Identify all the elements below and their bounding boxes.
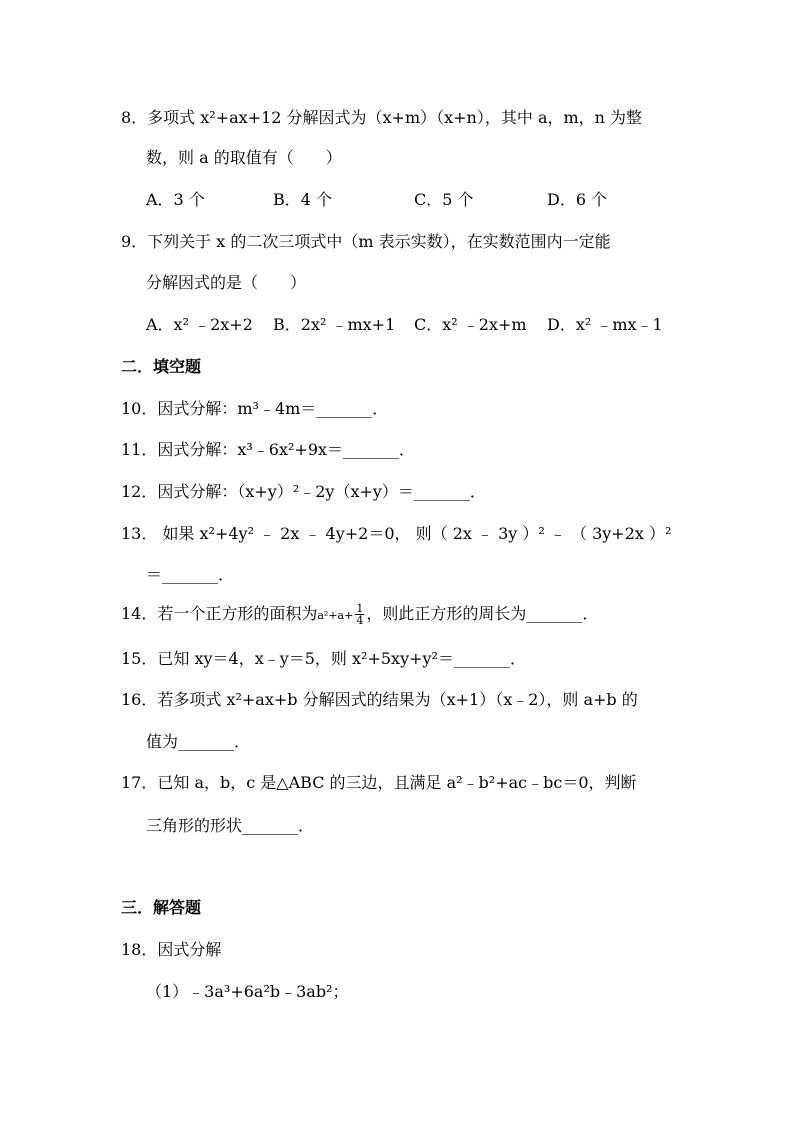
q16-line2: 值为_______． xyxy=(146,732,251,751)
q14-fraction-denominator: 4 xyxy=(356,614,364,627)
q8-line2: 数，则 a 的取值有（ ） xyxy=(146,148,342,167)
q14-fraction-numerator: 1 xyxy=(356,602,364,615)
q8-option-c[interactable]: C．5 个 xyxy=(414,190,474,209)
q14 xyxy=(121,603,598,627)
q14-before: 14．若一个正方形的面积为 xyxy=(121,604,318,623)
q8-option-a[interactable]: A．3 个 xyxy=(146,190,205,209)
q8-line1: 8．多项式 x²+ax+12 分解因式为（x+m）（x+n），其中 a，m，n 为整 xyxy=(121,108,643,127)
q8-option-d[interactable]: D．6 个 xyxy=(547,190,608,209)
q9-option-a[interactable]: A．x² ﹣2x+2 xyxy=(146,315,253,334)
section-heading-fill-in: 二．填空题 xyxy=(121,357,202,376)
q13-line2: ＝_______． xyxy=(146,565,235,584)
q16-line1: 16．若多项式 x²+ax+b 分解因式的结果为（x+1）（x﹣2），则 a+b 的 xyxy=(121,690,638,709)
q9-option-d[interactable]: D．x² ﹣mx﹣1 xyxy=(547,315,663,334)
q15: 15．已知 xy＝4，x﹣y＝5，则 x²+5xy+y²＝_______． xyxy=(121,649,526,668)
q14-expression: a²+a+ xyxy=(317,609,354,622)
q9-line1: 9．下列关于 x 的二次三项式中（m 表示实数），在实数范围内一定能 xyxy=(121,232,611,251)
q9-option-c[interactable]: C．x² ﹣2x+m xyxy=(414,315,527,334)
q13-line1: 13． 如果 x²+4y² ﹣ 2x ﹣ 4y+2＝0， 则（ 2x ﹣ 3y ）² ﹣ （ 3y+2x ）² xyxy=(121,524,672,543)
section-heading-answer: 三．解答题 xyxy=(121,898,202,917)
q14-fraction xyxy=(355,603,364,626)
q18-part1: （1）﹣3a³+6a²b﹣3ab²； xyxy=(146,982,349,1001)
q8-option-b[interactable]: B．4 个 xyxy=(273,190,333,209)
q17-line1: 17．已知 a，b，c 是△ABC 的三边，且满足 a²﹣b²+ac﹣bc＝0，判断 xyxy=(121,773,637,792)
q9-option-b[interactable]: B．2x² ﹣mx+1 xyxy=(273,315,396,334)
q17-line2: 三角形的形状_______． xyxy=(146,816,315,835)
q14-after: ，则此正方形的周长为_______． xyxy=(366,604,599,623)
q11: 11．因式分解：x³﹣6x²+9x＝_______． xyxy=(121,440,416,459)
q18-title: 18．因式分解 xyxy=(121,940,222,959)
q12: 12．因式分解：（x+y）²﹣2y（x+y）＝_______． xyxy=(121,482,486,501)
q9-line2: 分解因式的是（ ） xyxy=(146,273,307,292)
q10: 10．因式分解：m³﹣4m＝_______． xyxy=(121,399,389,418)
